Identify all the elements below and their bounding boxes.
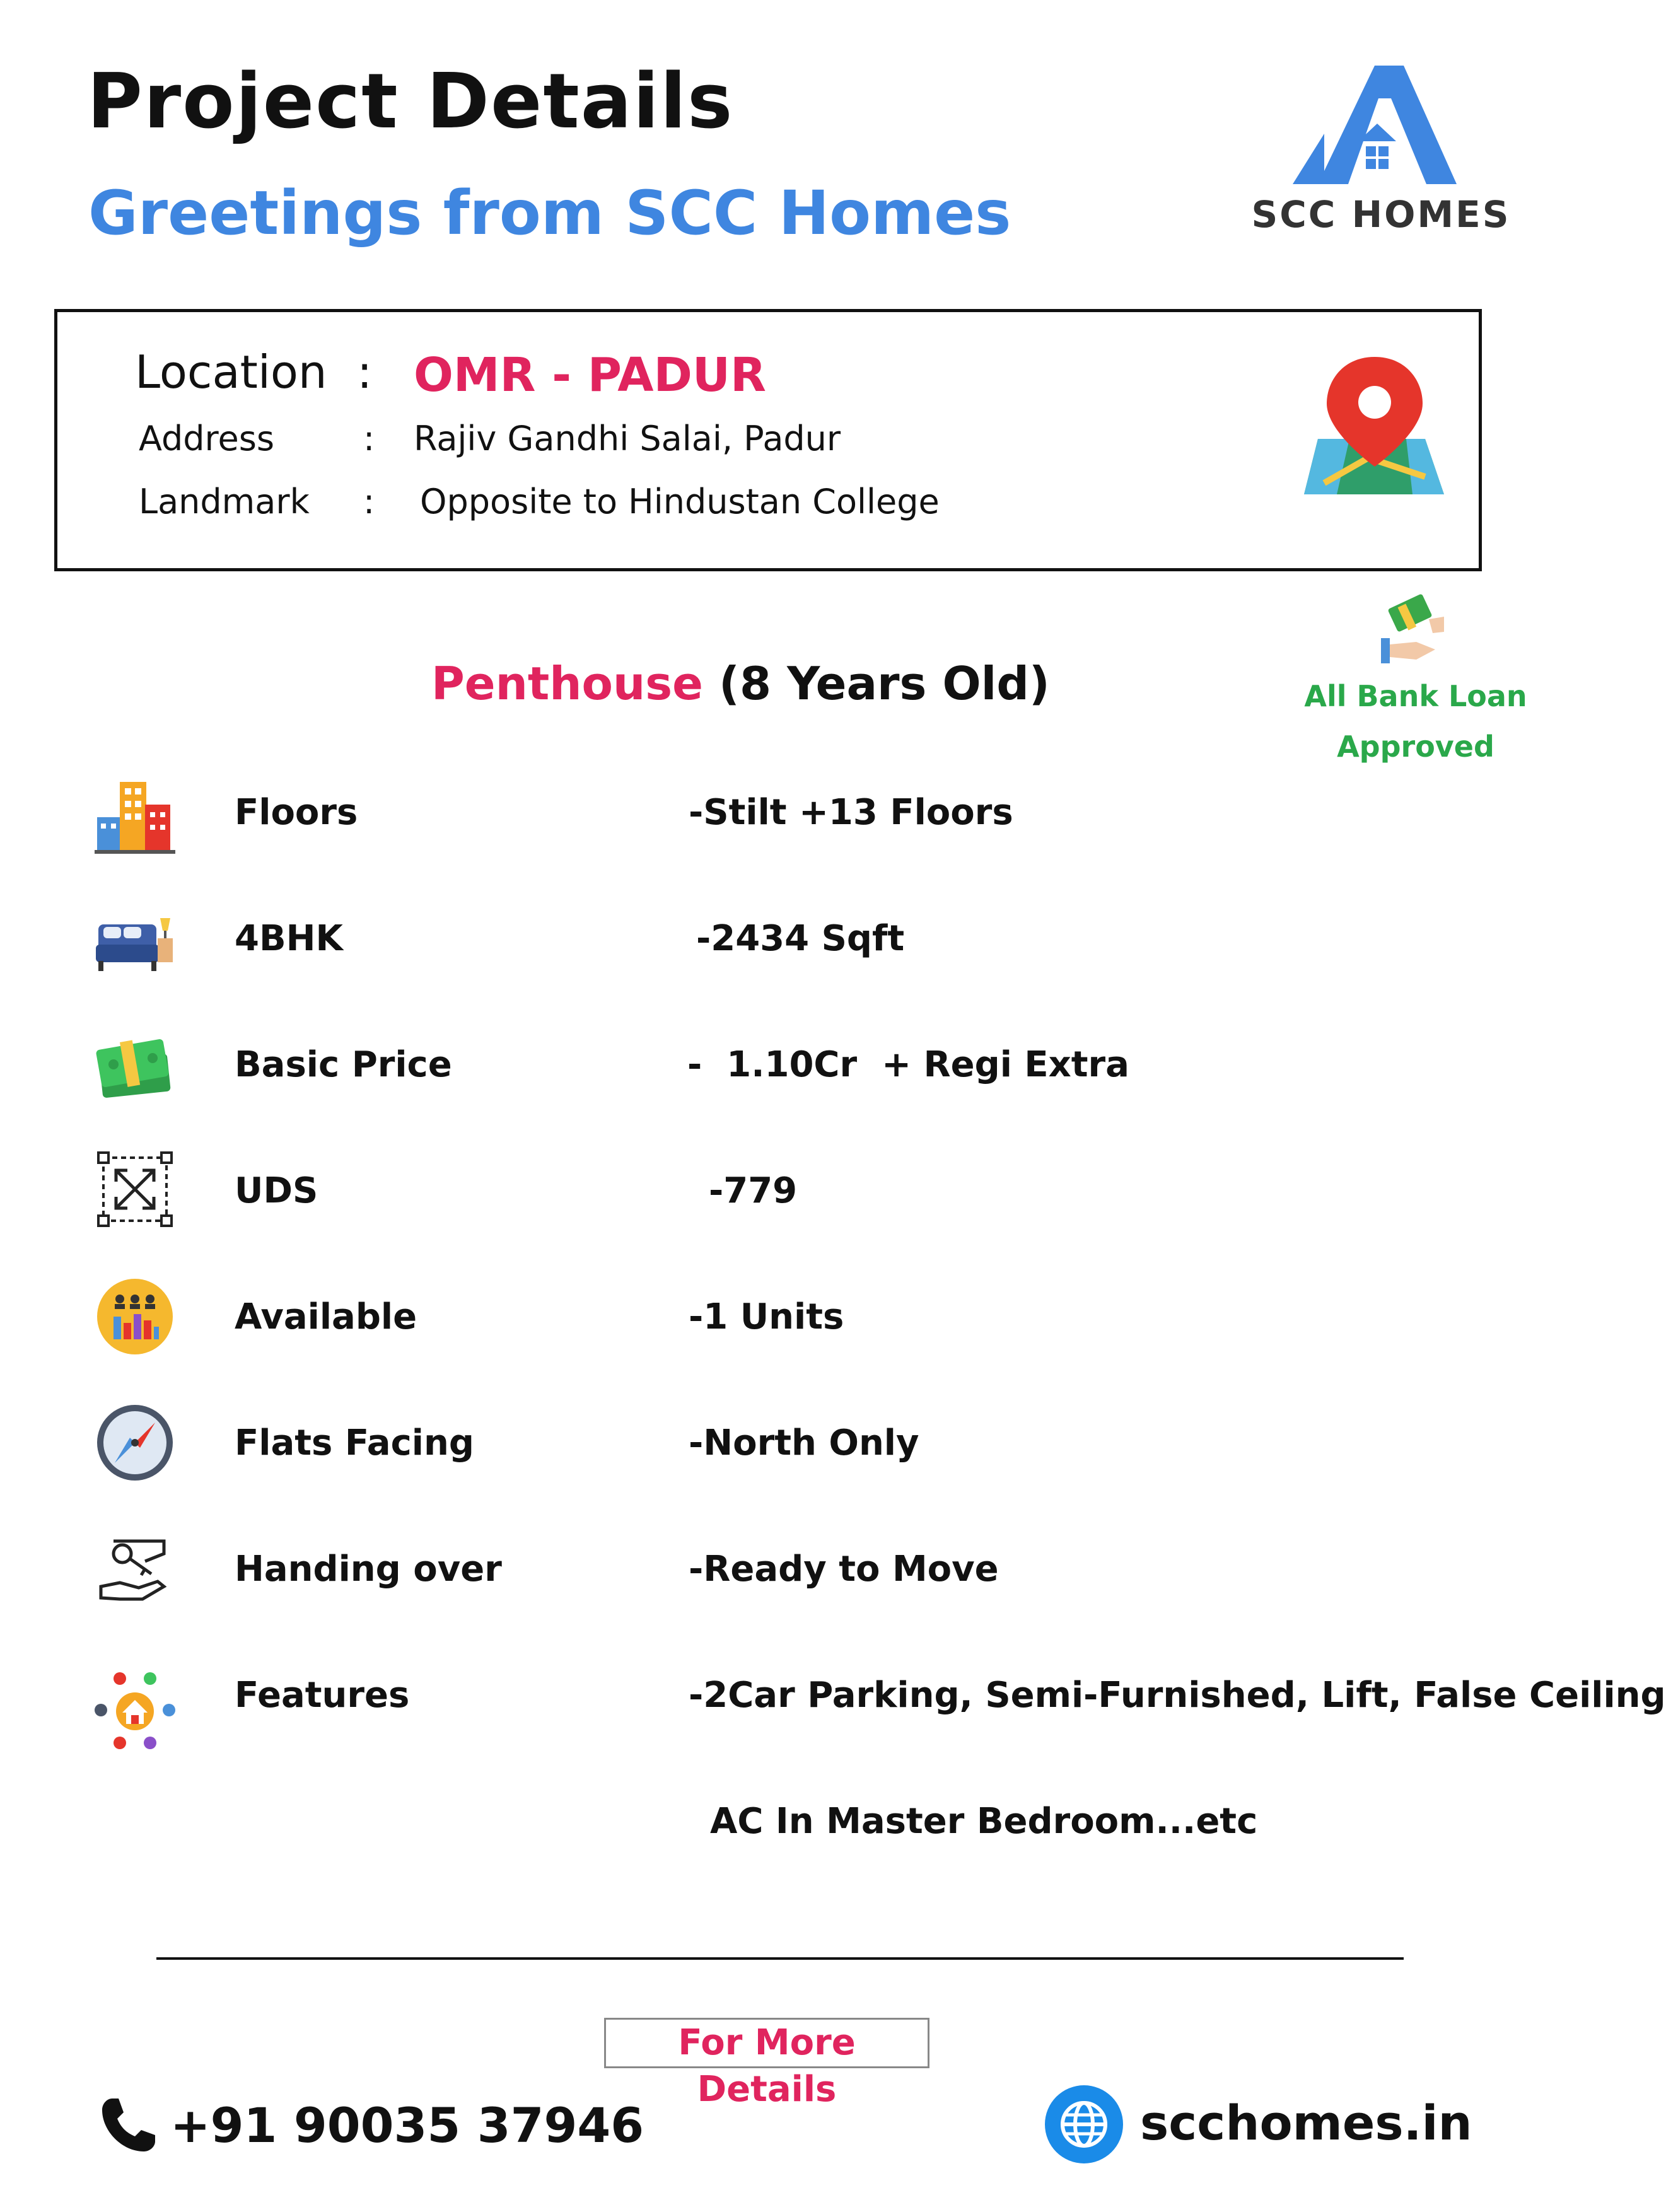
feature-value-features: -2Car Parking, Semi-Furnished, Lift, False Ceiling (689, 1675, 1666, 1716)
landmark-label: Landmark (139, 482, 310, 521)
feature-label-handover: Handing over (235, 1549, 502, 1590)
address-value: Rajiv Gandhi Salai, Padur (414, 419, 841, 458)
bed-icon (95, 899, 175, 980)
greeting-subtitle: Greetings from SCC Homes (88, 178, 1011, 248)
globe-icon (1044, 2085, 1124, 2164)
feature-value-uds: -779 (709, 1170, 798, 1211)
feature-label-features: Features (235, 1675, 410, 1716)
landmark-value: Opposite to Hindustan College (420, 482, 940, 521)
logo-text: SCC HOMES (1251, 193, 1511, 236)
money-icon (95, 1025, 175, 1106)
feature-label-4bhk: 4BHK (235, 918, 343, 959)
feature-value-facing: -North Only (689, 1423, 919, 1464)
page-title: Project Details (87, 58, 734, 146)
website-link[interactable]: scchomes.in (1140, 2095, 1472, 2151)
property-heading (431, 657, 1050, 710)
footer-divider (156, 1957, 1404, 1960)
feature-label-floors: Floors (235, 792, 358, 833)
property-age: (8 Years Old) (719, 657, 1050, 710)
key-handover-icon (95, 1528, 175, 1609)
landmark-colon: : (363, 482, 375, 521)
building-icon (95, 773, 175, 854)
phone-number[interactable]: +91 90035 37946 (170, 2097, 644, 2153)
feature-value-4bhk: -2434 Sqft (696, 918, 905, 959)
feature-label-price: Basic Price (235, 1044, 452, 1085)
location-colon: : (357, 346, 373, 399)
feature-value-floors: -Stilt +13 Floors (689, 792, 1013, 833)
map-pin-icon (1299, 351, 1450, 502)
feature-label-facing: Flats Facing (235, 1423, 474, 1464)
bank-loan-line2: Approved (1337, 730, 1494, 764)
feature-label-available: Available (235, 1296, 417, 1337)
more-details-box: For More Details (604, 2018, 929, 2068)
units-icon (95, 1276, 175, 1357)
house-features-icon (95, 1671, 175, 1752)
address-label: Address (139, 419, 275, 458)
location-value: OMR - PADUR (414, 348, 766, 402)
feature-value-available: -1 Units (689, 1296, 844, 1337)
location-label: Location (135, 346, 327, 399)
compass-icon (95, 1402, 175, 1483)
bank-loan-icon (1378, 594, 1448, 668)
property-type: Penthouse (431, 657, 703, 710)
bank-loan-line1: All Bank Loan (1304, 679, 1527, 713)
address-colon: : (363, 419, 375, 458)
phone-icon (100, 2095, 159, 2154)
area-icon (95, 1149, 175, 1230)
feature-label-uds: UDS (235, 1170, 318, 1211)
bank-loan-badge (1299, 671, 1532, 772)
feature-value-price: - 1.10Cr + Regi Extra (687, 1044, 1129, 1085)
feature-value-features-continued: AC In Master Bedroom...etc (710, 1801, 1258, 1842)
feature-value-handover: -Ready to Move (689, 1549, 999, 1590)
